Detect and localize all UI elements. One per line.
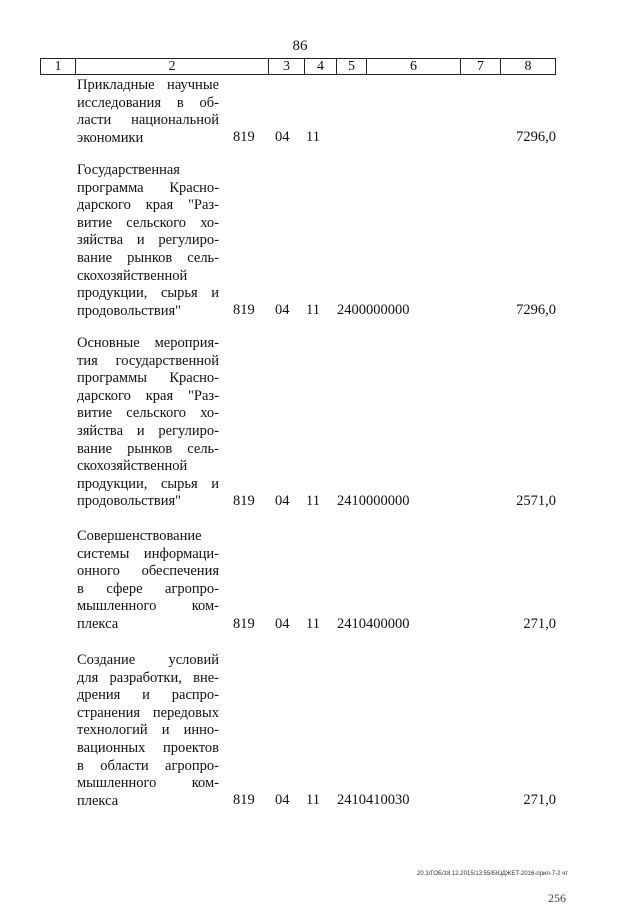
corner-page-mark: 256: [548, 891, 566, 905]
desc-line: программы Красно-: [77, 370, 219, 387]
row-description: [77, 77, 219, 147]
desc-line: дрения и распро-: [77, 687, 219, 704]
desc-line: вание рынков сель-: [77, 440, 219, 457]
subsection-code: 11: [306, 302, 320, 319]
header-col-3: 3: [269, 59, 305, 74]
section-code: 04: [275, 302, 290, 319]
section-code: 04: [275, 616, 290, 633]
header-col-8: 8: [524, 59, 532, 74]
section-code: 04: [275, 792, 290, 809]
desc-line: дарского края "Раз-: [77, 197, 219, 214]
desc-line: скохозяйственной: [77, 458, 188, 475]
desc-line: Создание условий: [77, 652, 219, 668]
admin-code: 819: [233, 616, 255, 633]
table-row: [0, 162, 640, 320]
desc-line: скохозяйственной: [77, 267, 188, 284]
target-code: 2410410030: [337, 792, 410, 809]
desc-line: мышленного ком-: [77, 598, 219, 615]
row-description: [77, 528, 219, 634]
desc-line: ласти национальной: [77, 112, 219, 129]
target-code: 2400000000: [337, 302, 410, 319]
header-col-4: 4: [305, 59, 337, 74]
row-description: [77, 162, 219, 320]
desc-line: витие сельского хо-: [77, 214, 219, 231]
amount: 271,0: [523, 792, 556, 809]
admin-code: 819: [233, 493, 255, 510]
subsection-code: 11: [306, 129, 320, 146]
section-code: 04: [275, 493, 290, 510]
desc-line: плекса: [77, 792, 119, 809]
subsection-code: 11: [306, 493, 320, 510]
desc-line: продукции, сырья и: [77, 285, 219, 302]
desc-line: Совершенствование: [77, 528, 202, 544]
target-code: 2410400000: [337, 616, 410, 633]
amount: 7296,0: [516, 302, 556, 319]
document-footer: 20.3/ГОБ/18.12.2015/13:55/БЮДЖЕТ-2016-прил-7-2 чт: [417, 871, 568, 877]
target-code: 2410000000: [337, 493, 410, 510]
header-col-2: 2: [76, 59, 269, 74]
desc-line: онного обеспечения: [77, 563, 219, 580]
desc-line: в области агропро-: [77, 757, 219, 774]
desc-line: дарского края "Раз-: [77, 387, 219, 404]
page-number: 86: [292, 38, 308, 54]
table-header: [40, 58, 556, 75]
desc-line: продовольствия": [77, 302, 182, 319]
desc-line: исследования в об-: [77, 94, 219, 111]
desc-line: Прикладные научные: [77, 77, 219, 93]
desc-line: зяйства и регулиро-: [77, 232, 219, 249]
table-row: [0, 652, 640, 810]
desc-line: продукции, сырья и: [77, 475, 219, 492]
desc-line: вание рынков сель-: [77, 249, 219, 266]
desc-line: для разработки, вне-: [77, 669, 219, 686]
header-col-7: 7: [461, 59, 501, 74]
desc-line: в сфере агропро-: [77, 580, 219, 597]
desc-line: программа Красно-: [77, 179, 219, 196]
desc-line: тия государственной: [77, 352, 219, 369]
subsection-code: 11: [306, 616, 320, 633]
admin-code: 819: [233, 302, 255, 319]
admin-code: 819: [233, 129, 255, 146]
header-col-6: 6: [367, 59, 461, 74]
desc-line: Государственная: [77, 162, 180, 178]
desc-line: системы информаци-: [77, 545, 219, 562]
header-col-5: 5: [337, 59, 367, 74]
desc-line: вационных проектов: [77, 739, 219, 756]
row-description: [77, 335, 219, 511]
amount: 7296,0: [516, 129, 556, 146]
desc-line: экономики: [77, 129, 144, 146]
desc-line: мышленного ком-: [77, 775, 219, 792]
desc-line: технологий и инно-: [77, 722, 219, 739]
table-row: [0, 528, 640, 634]
row-description: [77, 652, 219, 810]
desc-line: плекса: [77, 615, 119, 632]
table-row: [0, 77, 640, 147]
subsection-code: 11: [306, 792, 320, 809]
amount: 2571,0: [516, 493, 556, 510]
admin-code: 819: [233, 792, 255, 809]
desc-line: продовольствия": [77, 493, 182, 510]
desc-line: зяйства и регулиро-: [77, 422, 219, 439]
section-code: 04: [275, 129, 290, 146]
desc-line: Основные мероприя-: [77, 335, 219, 351]
amount: 271,0: [523, 616, 556, 633]
header-col-1: 1: [41, 59, 76, 74]
table-row: [0, 335, 640, 511]
desc-line: странения передовых: [77, 704, 219, 721]
desc-line: витие сельского хо-: [77, 405, 219, 422]
